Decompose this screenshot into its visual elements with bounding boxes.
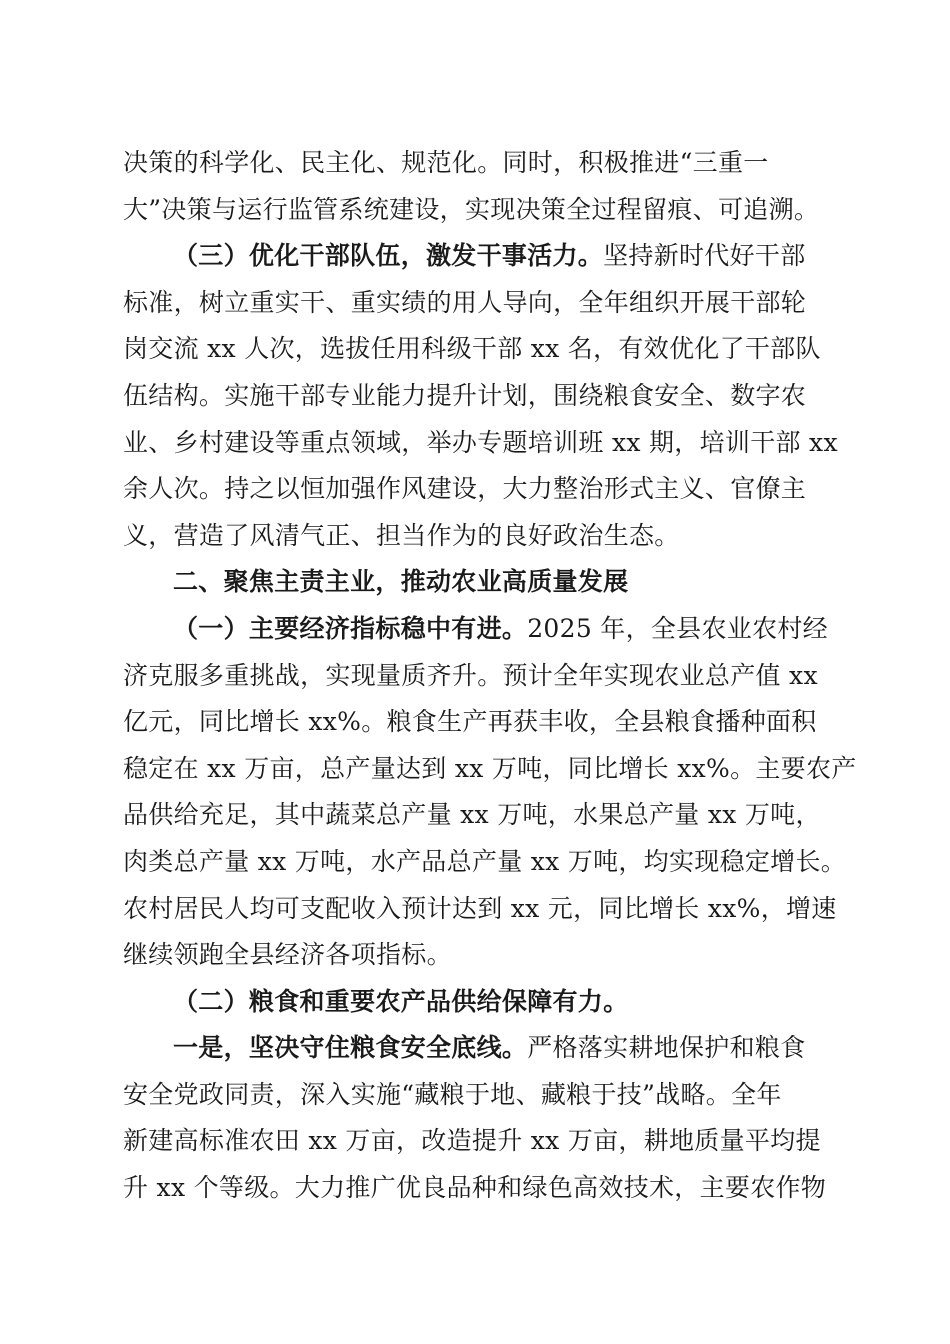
text-line: 岗交流 xx 人次，选拔任用科级干部 xx 名，有效优化了干部队 [123, 334, 821, 364]
subsection-heading: （二）粮食和重要农产品供给保障有力。 [173, 986, 629, 1016]
text-line: 决策的科学化、民主化、规范化。同时，积极推进“三重一 [123, 148, 769, 177]
document-body [123, 140, 857, 1212]
section-heading: 二、聚焦主责主业，推动农业高质量发展 [173, 567, 629, 597]
text-line: （三）优化干部队伍，激发干事活力。坚持新时代好干部 [173, 241, 806, 271]
text-line: 业、乡村建设等重点领域，举办专题培训班 xx 期，培训干部 xx [123, 427, 838, 457]
text-line: 大”决策与运行监管系统建设，实现决策全过程留痕、可追溯。 [123, 194, 820, 224]
text-line: 继续领跑全县经济各项指标。 [123, 940, 452, 970]
text-line: 济克服多重挑战，实现量质齐升。预计全年实现农业总产值 xx [123, 660, 818, 690]
text-line: 一是，坚决守住粮食安全底线。严格落实耕地保护和粮食 [173, 1033, 806, 1063]
text-line: 标准，树立重实干、重实绩的用人导向，全年组织开展干部轮 [123, 287, 807, 317]
text-line: 农村居民人均可支配收入预计达到 xx 元，同比增长 xx%，增速 [123, 893, 837, 923]
text-line: 稳定在 xx 万亩，总产量达到 xx 万吨，同比增长 xx%。主要农产 [123, 753, 857, 783]
text-line: 品供给充足，其中蔬菜总产量 xx 万吨，水果总产量 xx 万吨， [123, 800, 821, 830]
text-line: 伍结构。实施干部专业能力提升计划，围绕粮食安全、数字农 [123, 380, 807, 410]
text-line: 亿元，同比增长 xx%。粮食生产再获丰收，全县粮食播种面积 [123, 707, 817, 737]
text-line: 安全党政同责，深入实施“藏粮于地、藏粮于技”战略。全年 [123, 1079, 782, 1109]
text-line: 升 xx 个等级。大力推广优良品种和绿色高效技术，主要农作物 [123, 1173, 827, 1203]
text-line: （一）主要经济指标稳中有进。2025 年，全县农业农村经 [173, 613, 828, 643]
subsection-heading: （三）优化干部队伍，激发干事活力。 [173, 241, 604, 271]
text-line: 肉类总产量 xx 万吨，水产品总产量 xx 万吨，均实现稳定增长。 [123, 846, 847, 876]
subsection-heading: （一）主要经济指标稳中有进。 [173, 613, 528, 643]
item-heading: 一是，坚决守住粮食安全底线。 [173, 1033, 528, 1063]
text-line: 新建高标准农田 xx 万亩，改造提升 xx 万亩，耕地质量平均提 [123, 1126, 821, 1156]
text-line: 余人次。持之以恒加强作风建设，大力整治形式主义、官僚主 [123, 474, 807, 504]
text-line: 义，营造了风清气正、担当作为的良好政治生态。 [123, 520, 680, 550]
